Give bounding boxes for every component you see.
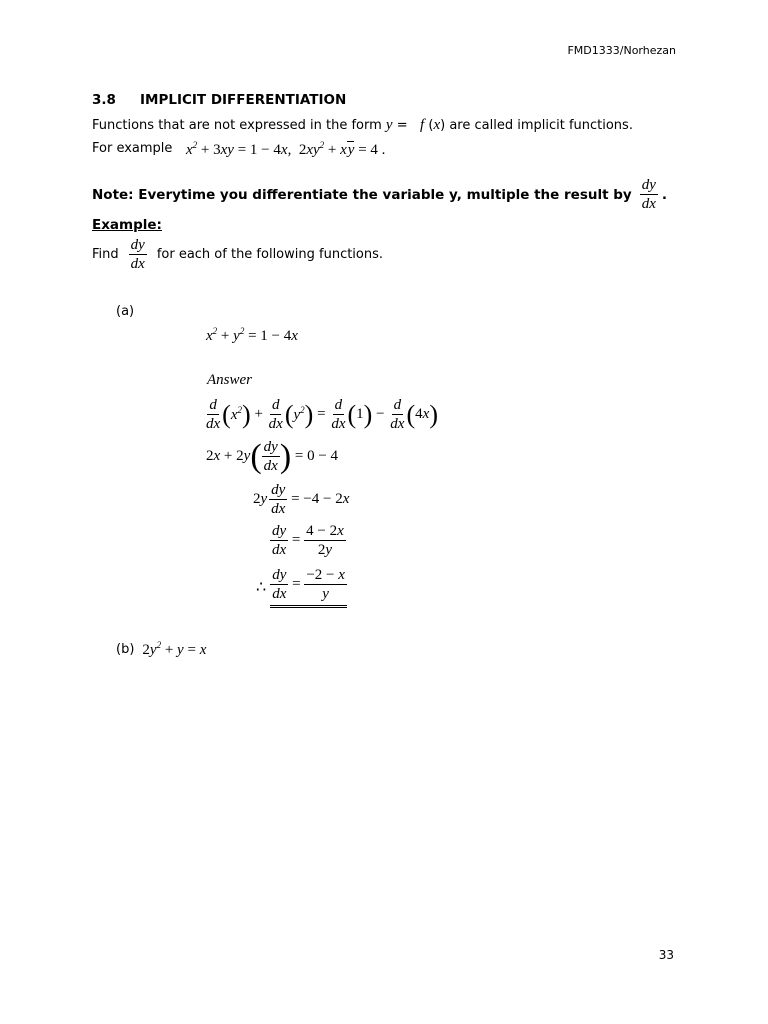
find-dy-dx-fraction (129, 236, 147, 273)
part-b-label: (b) (116, 642, 135, 657)
step-1: $\frac{d}{dx}$ ( $x^2$ ) + $\frac{d}{dx}$ ( $y^2$ ) = $\frac{d}{dx}$ ( 1 ) − $\frac{d}{dx}$ ( 4x ) (206, 397, 438, 432)
step1-frac-d-dx-3: $\frac{d}{dx}$ (331, 397, 346, 432)
example-heading: Example: (92, 217, 162, 233)
note-period: . (661, 186, 668, 203)
part-b-equation: $2y^2 + y = x$ (142, 640, 207, 658)
find-frac-denominator: dx (130, 256, 145, 272)
intro-line-1: Functions that are not expressed in the form y = f (x) are called implicit functions. (92, 117, 633, 133)
find-after-text: for each of the following functions. (156, 247, 384, 262)
note-frac-denominator: dx (641, 196, 656, 212)
find-label: Find (92, 247, 119, 262)
note-text: Note: Everytime you differentiate the variable y, multiple the result by (92, 186, 632, 203)
part-a-equation: $x^2 + y^2 = 1 - 4x$ (206, 326, 298, 344)
intro-text-after: are called implicit functions. (449, 118, 633, 133)
section-number: 3.8 (92, 92, 116, 108)
note-line (92, 176, 667, 213)
step3-dy-dx: $\frac{dy}{dx}$ (271, 482, 286, 517)
example-equations: $x^2 + 3xy = 1 - 4x$, $2xy^2$ + xy = 4 . (186, 140, 386, 158)
find-line (92, 236, 383, 273)
step5-dy-dx: $\frac{dy}{dx}$ (272, 567, 287, 602)
step-3: 2y $\frac{dy}{dx}$ = −4 − 2 x (253, 482, 350, 517)
step-2: 2x + 2y ( $\frac{dy}{dx}$ ) = 0 − 4 (206, 437, 339, 475)
step4-dy-dx: $\frac{dy}{dx}$ (272, 523, 287, 558)
intro-form-eq: = (396, 118, 408, 133)
page-header-code: FMD1333/Norhezan (567, 44, 676, 57)
step4-result: $\frac{4 - 2x}{2y}$ (306, 523, 344, 558)
part-b (116, 640, 206, 659)
find-frac-numerator: dy (130, 237, 145, 253)
section-title: IMPLICIT DIFFERENTIATION (140, 92, 347, 108)
step5-result: $\frac{-2 - x}{y}$ (306, 567, 345, 602)
step1-frac-d-dx-4: $\frac{d}{dx}$ (390, 397, 405, 432)
part-a-label: (a) (116, 304, 135, 319)
note-frac-numerator: dy (641, 177, 656, 193)
page-number: 33 (658, 948, 674, 962)
note-dy-dx-fraction (640, 176, 658, 213)
answer-label: Answer (207, 372, 252, 388)
step-4: $\frac{dy}{dx}$ = $\frac{4 - 2x}{2y}$ (272, 523, 344, 558)
step2-dy-dx: $\frac{dy}{dx}$ (263, 439, 278, 474)
step1-frac-d-dx-1: $\frac{d}{dx}$ (206, 397, 221, 432)
intro-form-x: x (433, 117, 441, 133)
step1-frac-d-dx-2: $\frac{d}{dx}$ (268, 397, 283, 432)
intro-text-before: Functions that are not expressed in the form (92, 118, 382, 133)
intro-line-2 (92, 141, 172, 156)
step-5-final: ∴ $\frac{dy}{dx}$ = $\frac{-2 - x}{y}$ (256, 566, 347, 608)
for-example-label: For example (92, 141, 173, 156)
intro-form-f: f (420, 117, 425, 133)
intro-form-y: y (385, 117, 393, 133)
